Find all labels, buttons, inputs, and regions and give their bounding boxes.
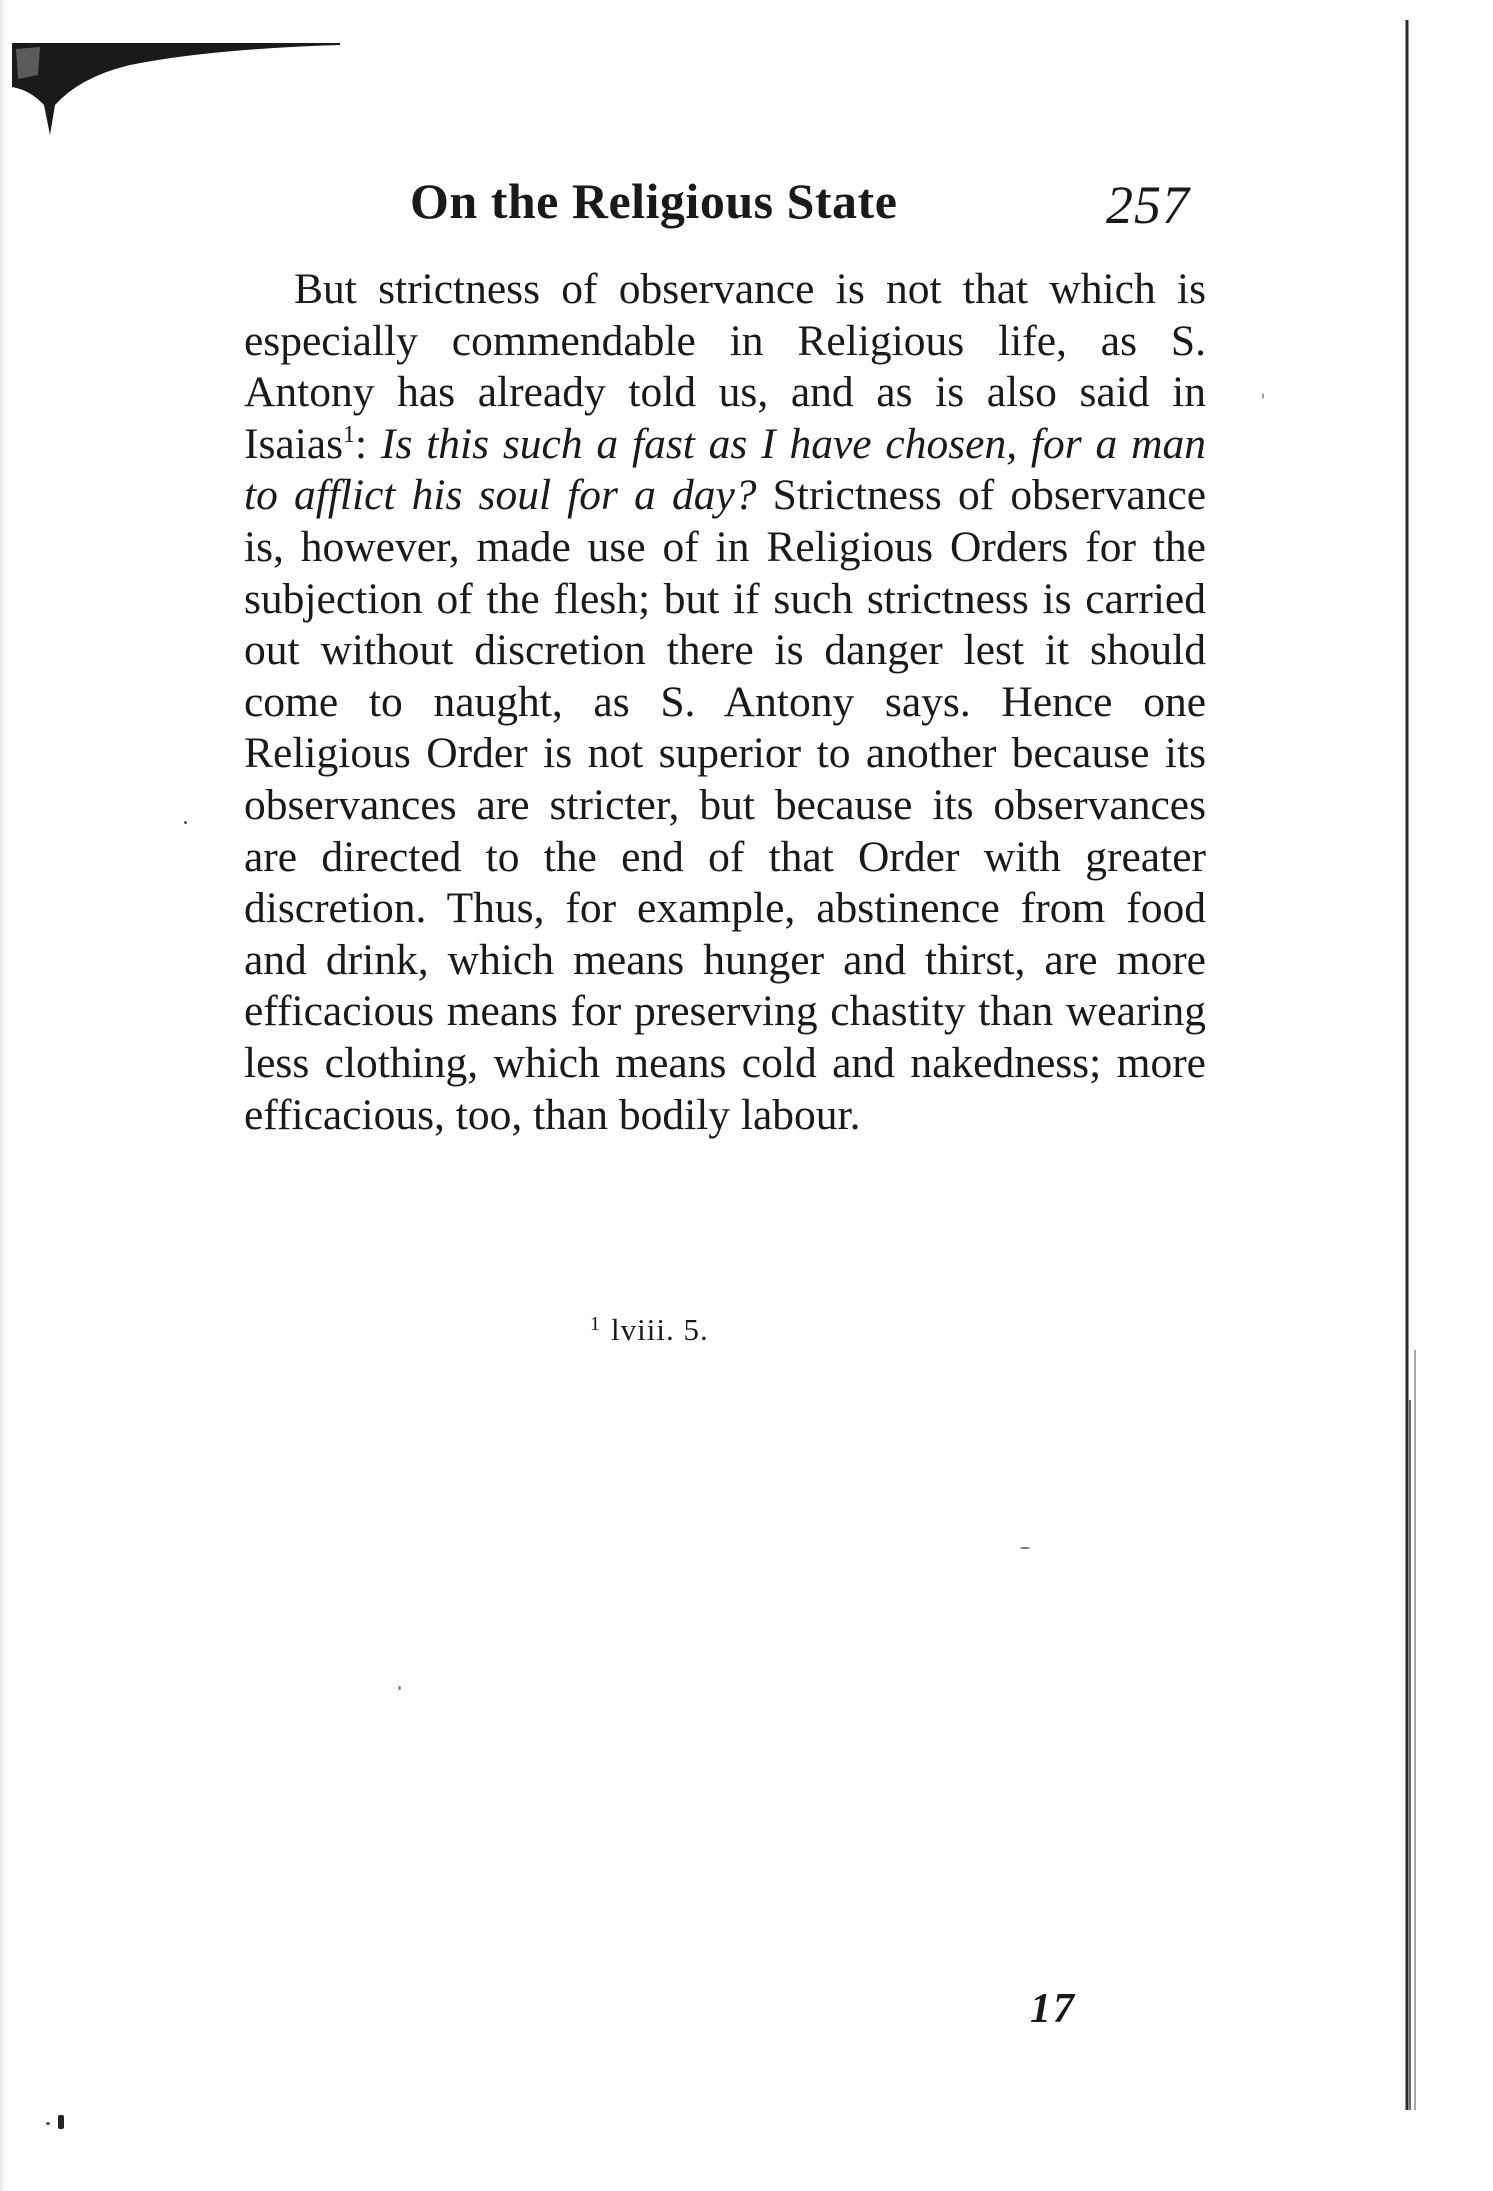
footnote-text: lviii. 5. bbox=[611, 1312, 709, 1347]
paragraph-colon: : bbox=[355, 419, 381, 468]
scan-speck bbox=[398, 1686, 401, 1690]
paragraph-rest: Strictness of observance is, however, made use of in Religious Orders for the subjection of the flesh; but if such strictness is carried out without discretion there is danger lest it should come to naught, as S. Antony says. Hence one Religious Order is not superior to another because its observances are stricter, but because its observances are directed to the end of that Order with greater discretion. Thus, for example, abstinence from food and drink, which means hunger and thirst, are more efficacious means for preserving chastity than wearing less clothing, which means cold and nakedness; more efficacious, too, than bodily labour. bbox=[244, 471, 1206, 1139]
paragraph bbox=[244, 264, 1206, 1141]
binding-edge bbox=[1395, 0, 1493, 2191]
scan-speck bbox=[184, 821, 187, 824]
scan-speck bbox=[1262, 393, 1264, 399]
paragraph-intro: But strictness of observance is not that which is especially commendable in Religious life, as S. Antony has already told us, and as is also said in Isaias bbox=[244, 265, 1206, 468]
running-head bbox=[240, 172, 1210, 242]
signature-mark: 17 bbox=[1030, 1986, 1076, 2032]
footnote-reference: 1 bbox=[343, 421, 356, 448]
footnote-marker: 1 bbox=[590, 1313, 601, 1335]
scripture-quote: Is this such a fast as I have chosen, for a man to afflict his soul for a day? bbox=[244, 419, 1206, 520]
footnote bbox=[590, 1312, 709, 1348]
scan-speck bbox=[1020, 1547, 1030, 1549]
scan-speck bbox=[46, 2122, 50, 2125]
scan-speck bbox=[58, 2115, 64, 2129]
scan-corner-mark bbox=[10, 35, 350, 145]
body-paragraph bbox=[244, 264, 1206, 1141]
page-edge-shadow bbox=[0, 0, 6, 2191]
running-title: On the Religious State bbox=[410, 173, 898, 229]
page-number: 257 bbox=[1106, 175, 1190, 235]
